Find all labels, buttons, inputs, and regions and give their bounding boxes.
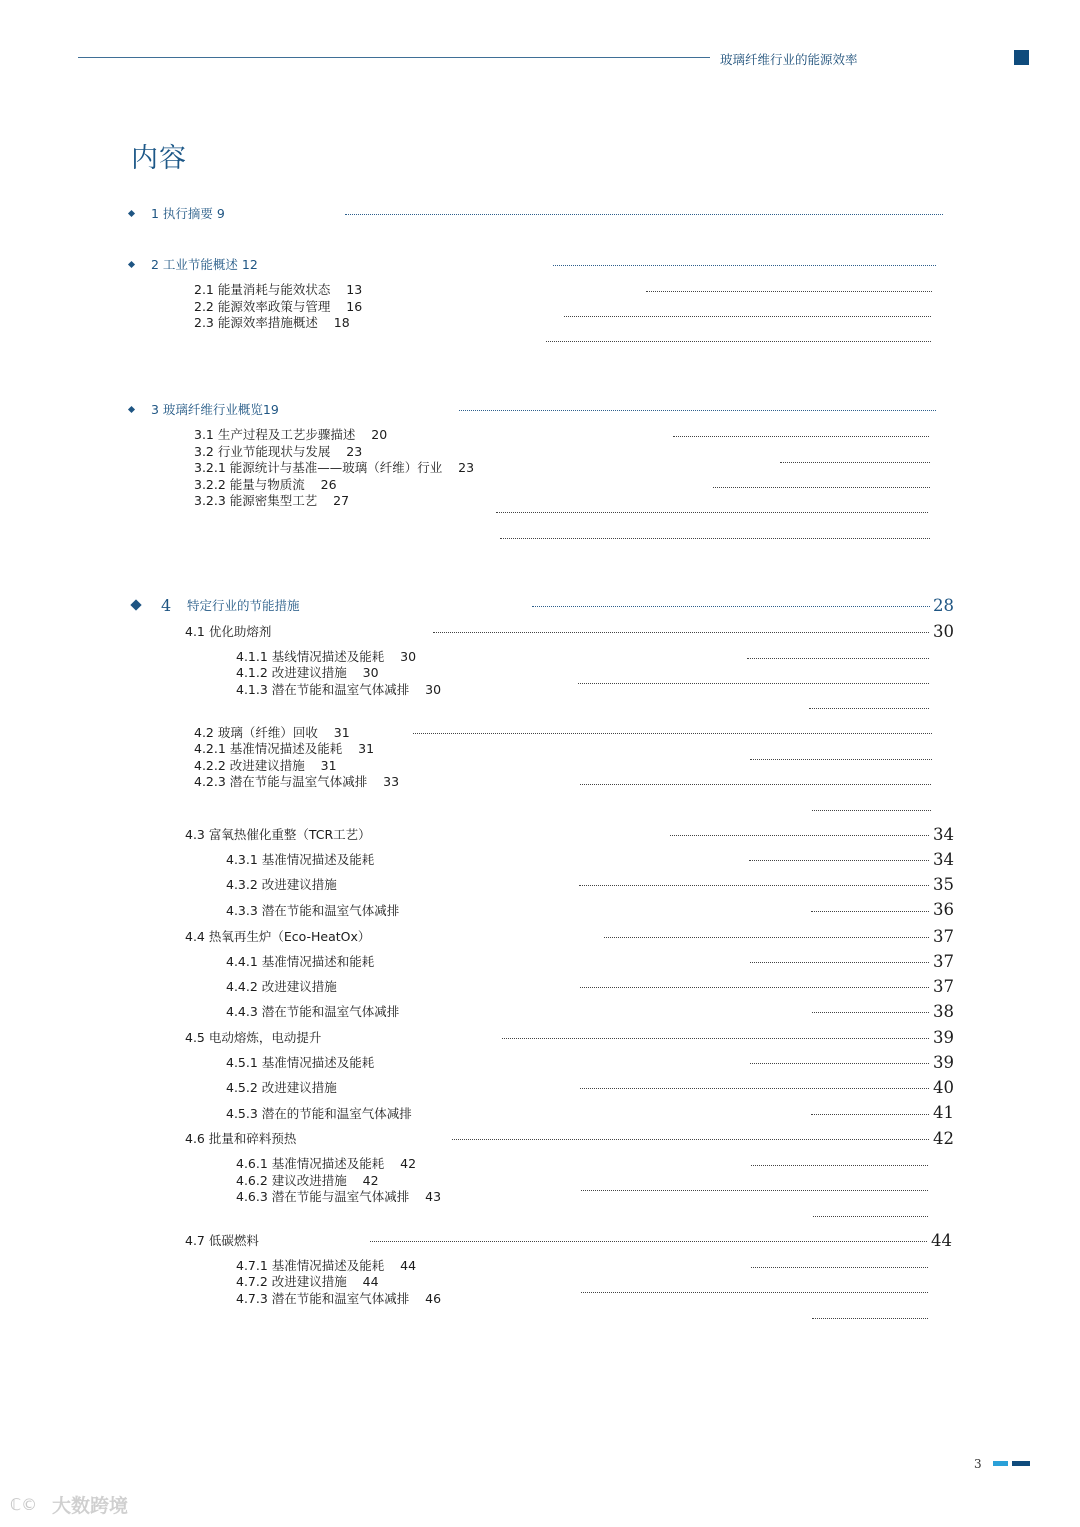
toc-entry-4-3-2[interactable]: 4.3.2 改进建议措施	[226, 877, 337, 892]
toc-leader	[413, 733, 932, 734]
toc-entry-4-3[interactable]: 4.3 富氧热催化重整（TCR工艺）	[185, 827, 371, 842]
toc-leader	[452, 1139, 929, 1140]
toc-page-number: 44	[931, 1231, 952, 1250]
toc-entry-4-6-1[interactable]: 4.6.1 基准情况描述及能耗 42	[236, 1156, 417, 1171]
toc-leader	[813, 1216, 928, 1217]
toc-entry-4-6-3[interactable]: 4.6.3 潜在节能与温室气体减排 43	[236, 1189, 442, 1204]
toc-page-number: 39	[933, 1028, 954, 1047]
toc-entry-4-1-2[interactable]: 4.1.2 改进建议措施 30	[236, 665, 379, 680]
toc-entry-4-2-3[interactable]: 4.2.3 潜在节能与温室气体减排 33	[194, 774, 400, 789]
toc-entry-4-3-3[interactable]: 4.3.3 潜在节能和温室气体减排	[226, 903, 400, 918]
toc-entry-4-4-1[interactable]: 4.4.1 基准情况描述和能耗	[226, 954, 375, 969]
watermark-text: 大数跨境	[52, 1495, 129, 1517]
toc-leader	[581, 1292, 928, 1293]
bullet-diamond-icon	[128, 406, 135, 413]
toc-entry-4-5-3[interactable]: 4.5.3 潜在的节能和温室气体减排	[226, 1106, 412, 1121]
bullet-diamond-icon	[128, 261, 135, 268]
toc-leader	[496, 512, 928, 513]
toc-entry-2-3[interactable]: 2.3 能源效率措施概述 18	[194, 315, 350, 330]
toc-leader	[553, 265, 936, 266]
toc-leader	[750, 1063, 929, 1064]
toc-leader	[751, 1165, 928, 1166]
toc-entry-2-2[interactable]: 2.2 能源效率政策与管理 16	[194, 299, 363, 314]
toc-leader	[500, 538, 930, 539]
toc-entry-4-2-1[interactable]: 4.2.1 基准情况描述及能耗 31	[194, 741, 375, 756]
toc-page-number: 34	[933, 825, 954, 844]
toc-page-number: 37	[933, 952, 954, 971]
toc-leader	[578, 683, 929, 684]
toc-entry-3-2-1[interactable]: 3.2.1 能源统计与基准——玻璃（纤维）行业 23	[194, 460, 475, 475]
toc-leader	[581, 1190, 928, 1191]
toc-leader	[670, 835, 929, 836]
toc-leader	[370, 1241, 927, 1242]
toc-leader	[580, 987, 929, 988]
toc-entry-4-5[interactable]: 4.5 电动熔炼，电动提升	[185, 1030, 322, 1045]
toc-leader	[809, 708, 929, 709]
toc-leader	[750, 759, 932, 760]
toc-page-number: 37	[933, 977, 954, 996]
page-number: 3	[974, 1457, 982, 1471]
header-square-mark	[1014, 50, 1029, 65]
toc-entry-4[interactable]: 特定行业的节能措施	[187, 598, 300, 613]
footer-bar-dark	[1012, 1461, 1030, 1466]
toc-entry-4-1[interactable]: 4.1 优化助熔剂	[185, 624, 272, 639]
toc-leader	[812, 810, 931, 811]
toc-entry-4-4[interactable]: 4.4 热氧再生炉（Eco-HeatOx）	[185, 929, 371, 944]
toc-entry-2[interactable]: 2 工业节能概述 12	[151, 257, 258, 272]
toc-leader	[345, 214, 943, 215]
page-title: 内容	[131, 143, 187, 174]
toc-leader	[546, 341, 931, 342]
toc-entry-4-number[interactable]: 4	[161, 596, 172, 615]
toc-leader	[433, 632, 929, 633]
watermark-logo-icon: ℂ©	[10, 1495, 38, 1514]
toc-entry-4-5-2[interactable]: 4.5.2 改进建议措施	[226, 1080, 337, 1095]
toc-page-number: 37	[933, 927, 954, 946]
bullet-diamond-icon	[128, 210, 135, 217]
toc-page-number: 42	[933, 1129, 954, 1148]
toc-leader	[580, 1088, 929, 1089]
toc-leader	[750, 962, 929, 963]
toc-page-number: 40	[933, 1078, 954, 1097]
toc-entry-4-1-1[interactable]: 4.1.1 基线情况描述及能耗 30	[236, 649, 417, 664]
toc-page-number: 35	[933, 875, 954, 894]
toc-entry-4-2[interactable]: 4.2 玻璃（纤维）回收 31	[194, 725, 350, 740]
toc-entry-4-2-2[interactable]: 4.2.2 改进建议措施 31	[194, 758, 337, 773]
toc-leader	[532, 606, 930, 607]
toc-page-number: 39	[933, 1053, 954, 1072]
toc-entry-3-1[interactable]: 3.1 生产过程及工艺步骤描述 20	[194, 427, 388, 442]
footer-bar-light	[993, 1461, 1008, 1466]
toc-entry-4-7-1[interactable]: 4.7.1 基准情况描述及能耗 44	[236, 1258, 417, 1273]
toc-entry-3-2-3[interactable]: 3.2.3 能源密集型工艺 27	[194, 493, 350, 508]
toc-leader	[604, 937, 929, 938]
toc-entry-4-3-1[interactable]: 4.3.1 基准情况描述及能耗	[226, 852, 375, 867]
toc-leader	[579, 885, 929, 886]
toc-leader	[749, 860, 929, 861]
toc-entry-4-4-3[interactable]: 4.4.3 潜在节能和温室气体减排	[226, 1004, 400, 1019]
toc-page-number: 36	[933, 900, 954, 919]
toc-leader	[780, 462, 930, 463]
toc-page-number: 34	[933, 850, 954, 869]
toc-page-number: 28	[933, 596, 954, 615]
toc-leader	[812, 1318, 928, 1319]
toc-entry-4-7-2[interactable]: 4.7.2 改进建议措施 44	[236, 1274, 379, 1289]
toc-entry-4-5-1[interactable]: 4.5.1 基准情况描述及能耗	[226, 1055, 375, 1070]
toc-entry-4-7[interactable]: 4.7 低碳燃料	[185, 1233, 259, 1248]
toc-entry-1[interactable]: 1 执行摘要 9	[151, 206, 225, 221]
toc-leader	[673, 436, 929, 437]
toc-entry-4-6-2[interactable]: 4.6.2 建议改进措施 42	[236, 1173, 379, 1188]
toc-entry-2-1[interactable]: 2.1 能量消耗与能效状态 13	[194, 282, 363, 297]
toc-entry-3-2-2[interactable]: 3.2.2 能量与物质流 26	[194, 477, 337, 492]
toc-entry-3[interactable]: 3 玻璃纤维行业概览19	[151, 402, 279, 417]
toc-entry-3-2[interactable]: 3.2 行业节能现状与发展 23	[194, 444, 363, 459]
toc-page-number: 30	[933, 622, 954, 641]
toc-entry-4-4-2[interactable]: 4.4.2 改进建议措施	[226, 979, 337, 994]
toc-leader	[564, 316, 931, 317]
toc-leader	[811, 911, 929, 912]
toc-leader	[646, 291, 932, 292]
toc-leader	[459, 410, 936, 411]
toc-leader	[502, 1038, 929, 1039]
toc-leader	[580, 784, 931, 785]
toc-entry-4-1-3[interactable]: 4.1.3 潜在节能和温室气体减排 30	[236, 682, 442, 697]
header-rule	[78, 57, 710, 58]
toc-leader	[713, 487, 930, 488]
toc-entry-4-7-3[interactable]: 4.7.3 潜在节能和温室气体减排 46	[236, 1291, 442, 1306]
header-title: 玻璃纤维行业的能源效率	[720, 52, 858, 67]
toc-entry-4-6[interactable]: 4.6 批量和碎料预热	[185, 1131, 297, 1146]
toc-leader	[751, 1267, 928, 1268]
toc-page-number: 41	[933, 1103, 954, 1122]
toc-page-number: 38	[933, 1002, 954, 1021]
toc-leader	[747, 658, 929, 659]
bullet-diamond-icon	[130, 599, 141, 610]
toc-leader	[811, 1114, 929, 1115]
toc-leader	[812, 1012, 929, 1013]
